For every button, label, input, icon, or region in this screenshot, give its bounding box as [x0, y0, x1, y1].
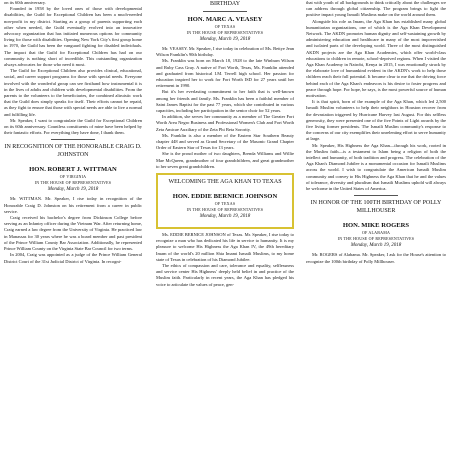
- paragraph: In addition, she serves her community as a member of The Greater Fort Worth Area Negro Business and Professional Women's Club and Fort Worth Zeta Amicae Auxiliary of the Zeta Phi Beta Sorority.: [156, 114, 294, 132]
- state-label: OF VIRGINIA: [59, 174, 87, 180]
- section-title: IN RECOGNITION OF THE HONORABLE CRAIG D. JOHNSTON: [4, 144, 142, 159]
- paragraph: Mr. VEASEY. Mr. Speaker, I rise today in celebration of Ms. Bettye Jean Wilson Franklin's 90th birthday.: [156, 46, 294, 58]
- paragraph: Craig received his bachelor's degree from Dickinson College before serving as an Infantry officer during the Vietnam War. After returning home, Craig earned a law degree from the University of Virginia. He practiced law in Manassas for 30 years where he was a board member and past president of the Prince William County Bar Association. Additionally, he represented Prince William County on the Virginia State Bar Council for two terms.: [4, 215, 142, 252]
- paragraph: Mr. WITTMAN. Mr. Speaker, I rise today in recognition of the Honorable Craig D. Johnston on his retirement from a career in public service.: [4, 196, 142, 214]
- date-label: Monday, March 19, 2018: [47, 187, 99, 193]
- house-label: IN THE HOUSE OF REPRESENTATIVES: [34, 180, 112, 186]
- paragraph: Founded in 1958 by the loved ones of those with developmental disabilities, the Guild for Exceptional Children has been a much-needed non-profit in my district. Starting as a group of parents supporting each other when needed, the Guild eventually evolved into an innovative advocacy organization that has initiated numerous options for community living for those with disabilities. Opening New York City's first group home in 1970, the Guild has been the vanguard fighting for disabled individuals. The impact that the Guild for Exceptional Children has had on our community is nothing short of incredible. This outstanding organization always advocates for those who need it most.: [4, 6, 142, 68]
- paragraph: Mr. ROGERS of Alabama. Mr. Speaker, I ask for the House's attention to recognize the 100th birthday of Polly Millhouser.: [306, 252, 446, 264]
- paragraph: It is that spirit, born of the example of the Aga Khan, which led 2,500 Ismaili Muslim volunteers to help their neighbors in Houston recover from the devastation triggered by Hurricane Harvey last August. For this selfless generosity, they were presented one of the five Points of Light awards by the five living former presidents. The Ismaili Muslim community's response to the concerns of our city exemplifies their unrelenting effort to serve humanity at large.: [306, 99, 446, 142]
- house-label: IN THE HOUSE OF REPRESENTATIVES: [186, 207, 264, 213]
- speaker-name: HON. ROBERT J. WITTMAN: [29, 166, 117, 174]
- paragraph: She is the proud mother of two daughters, Brenda Williams and Willie Mae McQueen, grandmother of four grandchildren, and great grandmother to her seven great grandchildren.: [156, 151, 294, 169]
- paragraph: that with youth of all backgrounds to think critically about the challenges we can address through global citizenship. The program brings to light the positive impact young Ismaili Muslims make on the world around them.: [306, 0, 446, 18]
- column-left: [4, 0, 142, 450]
- state-label: OF ALABAMA: [361, 230, 391, 236]
- paragraph: Alongside his role as Imam, the Aga Khan has established many global humanitarian organizations, one of which is the Aga Khan Development Network. The AKDN promotes human dignity and self-sustaining growth by administering education and healthcare in many of the most impoverished and isolated parts of the developing world. Three of the most distinguished AKDN projects are the Aga Khan Academies, which offer world-class educations to children in remote, school-deprived regions. When I visited the Aga Khan Academy in Nairobi, Kenya in 2015, I was emotionally struck by the elaborate love of humankind evident in the AKDN's work to help those children reach their full potential. It became clear to me that the driving force behind each of the Aga Khan's endeavors is his desire to foster progress and peace through hope. For hope, he says, is the most powerful source of human motivation.: [306, 18, 446, 99]
- paragraph: The Guild for Exceptional Children also provides clinical, educational, social, and career support programs for those with special needs. Everyone involved with the wonderful group can see firsthand how instrumental it is in the lives of adults and children with developmental disabilities. From the parents to the volunteers to the beneficiaries, the combined altruistic work that the Guild does simply speaks for itself. Their efforts cannot be repaid, as they fight to ensure that those with special needs are able to live a normal and fulfilling life.: [4, 68, 142, 117]
- section-title: IN HONOR OF THE 100TH BIRTHDAY OF POLLY MILLHOUSER: [310, 200, 442, 215]
- paragraph: But it's her everlasting commitment to her faith that is well-known among her friends and family. Ms. Franklin has been a faithful member of Saint James Baptist for the past 77 years, which she contributed in various capacities, including her participation in the senior choir for 52 years.: [156, 89, 294, 114]
- divider: [354, 195, 398, 196]
- speaker-name: HON. MIKE ROGERS: [342, 222, 410, 230]
- state-label: OF TEXAS: [214, 24, 236, 29]
- highlight-box: [156, 173, 294, 229]
- paragraph: Ms. Franklin was born on March 18, 1928 to the late Winburn Wilson and Ruby Cass Gray. A native of Fort Worth, Texas, Ms. Franklin attended and graduated from historical I.M. Terrell high school. Her passion for education inspired her to work for Fort Worth ISD for 27 years until her retirement in 1990.: [156, 58, 294, 89]
- state-label: OF TEXAS: [214, 201, 236, 207]
- date-label: Monday, March 19, 2018: [199, 37, 251, 42]
- paragraph: In 2004, Craig was appointed as a judge of the Prince William General District Court of the 31st Judicial District of Virginia. In recogni-: [4, 252, 142, 264]
- divider: [203, 11, 247, 12]
- column-middle: [156, 0, 294, 450]
- continued-text: on its 60th anniversary.: [4, 0, 46, 5]
- date-label: Monday, March 19, 2018: [350, 243, 402, 249]
- section-title: WELCOMING THE AGA KHAN TO TEXAS: [168, 179, 282, 186]
- paragraph: Ms. EDDIE BERNICE JOHNSON of Texas. Mr. Speaker, I rise today to recognize a man who has dedicated his life in service to humanity. It is my pleasure to welcome His Highness the Aga Khan IV, the 49th hereditary Imam of the world's 20 million Shia Imami Ismaili Muslims, to my home state of Texas in celebration of his Diamond Jubilee.: [156, 232, 294, 262]
- paragraph: Mr. Speaker, I want to congratulate the Guild for Exceptional Children on its 60th anniversary. Countless constituents of mine have been helped by their fantastic efforts. For everything they have done, I thank them.: [4, 117, 142, 136]
- speaker-name: HON. EDDIE BERNICE JOHNSON: [172, 193, 278, 201]
- section-title-continued: BIRTHDAY: [209, 1, 241, 7]
- date-label: Monday, March 19, 2018: [199, 214, 251, 220]
- paragraph: Ms. Franklin is also a member of the Eastern Star Southern Beauty chapter 448 and served as Grand Secretary of the Masonic Grand Chapter Order of Eastern Star of Texas for 13 years.: [156, 132, 294, 151]
- house-label: IN THE HOUSE OF REPRESENTATIVES: [186, 30, 264, 35]
- paragraph: Mr. Speaker, His Highness the Aga Khan—through his work, rooted in the Muslim faith—is a testament to Islam being a religion of both the intellect and humanity, of both tradition and progress. The celebration of the Aga Khan's Diamond Jubilee is a monumental occasion for Ismaili Muslims across the world. I wish to congratulate the American Ismaili Muslim community and convey to His Highness the Aga Khan that he and the values of tolerance, diversity and pluralism that Ismaili Muslims uphold will always be welcome in the United States of America.: [306, 142, 446, 192]
- house-label: IN THE HOUSE OF REPRESENTATIVES: [337, 236, 415, 242]
- paragraph: The ethics of compassion and care, tolerance and equality, selflessness and service center His Highness' deeply held belief in and practice of the Muslim faith. Particularly in recent years, the Aga Khan has pledged his voice to articulate the values of peace, gen-: [156, 263, 294, 287]
- column-right: [306, 0, 446, 450]
- divider: [51, 139, 95, 140]
- speaker-name: HON. MARC A. VEASEY: [187, 16, 263, 23]
